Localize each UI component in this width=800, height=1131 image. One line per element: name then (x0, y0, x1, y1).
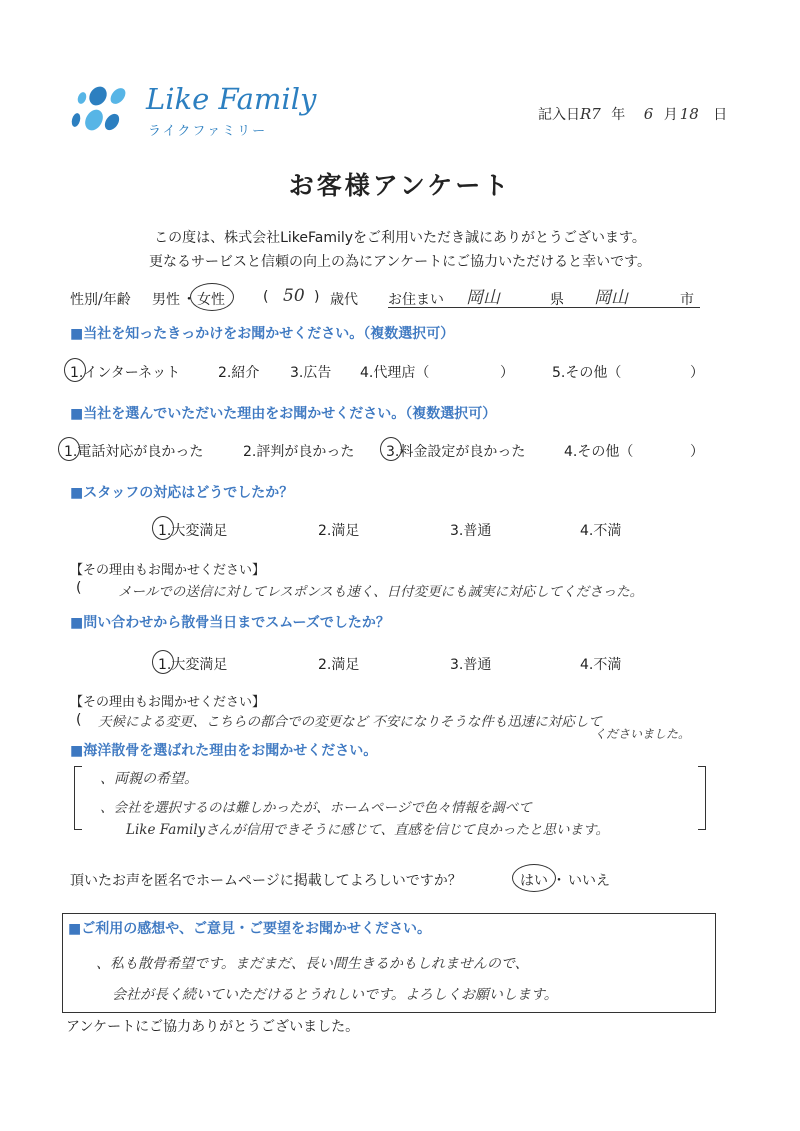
prefecture-value: 岡山 (466, 288, 500, 308)
comments-line-1: 、私も散骨希望です。まだまだ、長い間生きるかもしれませんので、 (96, 956, 529, 972)
q2-option-1-circle (58, 437, 80, 461)
q4-option-1-circle (152, 650, 174, 674)
q5-right-bracket (698, 766, 706, 830)
q1-option-2: 2.紹介 (218, 365, 260, 381)
date-entry (538, 104, 727, 124)
date-month: 6 (643, 105, 654, 123)
q5-left-bracket (74, 766, 82, 830)
q4-option-3: 3.普通 (450, 657, 492, 673)
month-label: 月 (663, 107, 678, 123)
comments-line-2: 会社が長く続いていただけるとうれしいです。よろしくお願いします。 (112, 987, 558, 1003)
profile-label: 性別/年齢 (70, 292, 131, 308)
day-label: 日 (713, 107, 728, 123)
female-circle-mark (190, 283, 234, 311)
gender-male: 男性 (152, 292, 180, 308)
brand-logo (68, 80, 338, 140)
q3-reason-label: 【その理由もお聞かせください】 (70, 563, 266, 578)
q3-reason-text: メールでの送信に対してレスポンスも速く、日付変更にも誠実に対応してくださった。 (118, 584, 644, 600)
q4-reason-label: 【その理由もお聞かせください】 (70, 695, 266, 710)
q1-option-1: 1.インターネット (70, 365, 181, 381)
q2-option-2: 2.評判が良かった (243, 444, 355, 460)
publish-yes: はい (520, 873, 548, 889)
q3-option-3: 3.普通 (450, 523, 492, 539)
q5-line-3: Like Familyさんが信用できそうに感じて、直感を信じて良かったと思います。 (126, 822, 609, 838)
q2-option-4: 4.その他（ (564, 444, 634, 460)
date-era: R7 (580, 105, 601, 123)
q2-option-1: 1.電話対応が良かった (64, 444, 204, 460)
publish-dot: ・ (552, 873, 566, 889)
logo-mark-icon (68, 80, 130, 136)
publish-no: いいえ (568, 873, 610, 889)
prefecture-unit: 県 (550, 292, 564, 308)
q4-reason-line-1: 天候による変更、こちらの都合での変更など 不安になりそうな件も迅速に対応して (98, 714, 602, 730)
q1-option-4: 4.代理店（ (360, 365, 430, 381)
q1-option-1-circle (64, 358, 86, 382)
q5-line-1: 、両親の希望。 (100, 771, 198, 787)
q5-line-2: 、会社を選択するのは難しかったが、ホームページで色々情報を調べて (100, 800, 532, 816)
q4-reason-line-2: くださいました。 (594, 727, 691, 741)
q3-option-2: 2.満足 (318, 523, 360, 539)
q4-option-4: 4.不満 (580, 657, 622, 673)
intro-line-2: 更なるサービスと信頼の向上の為にアンケートにご協力いただけると幸いです。 (148, 254, 652, 270)
age-close: ) (314, 289, 320, 305)
publish-question: 頂いたお声を匿名でホームページに掲載してよろしいですか？ (70, 873, 462, 889)
page-title: お客様アンケート (288, 171, 512, 200)
q2-title: ■当社を選んでいただいた理由をお聞かせください。（複数選択可） (70, 406, 497, 422)
q1-option-4-close: ） (500, 365, 514, 381)
date-label: 記入日 (538, 107, 580, 123)
q3-title: ■スタッフの対応はどうでしたか？ (70, 485, 294, 501)
age-value: 50 (283, 286, 305, 306)
q5-title: ■海洋散骨を選ばれた理由をお聞かせください。 (70, 743, 378, 759)
age-open: ( (263, 289, 269, 305)
intro-line-1: この度は、株式会社LikeFamilyをご利用いただき誠にありがとうございます。 (154, 230, 646, 246)
brand-kana: ライクファミリー (148, 124, 268, 139)
city-unit: 市 (680, 292, 694, 308)
address-underline (388, 307, 700, 308)
q3-option-4: 4.不満 (580, 523, 622, 539)
thanks-text: アンケートにご協力ありがとうございました。 (66, 1019, 360, 1035)
q2-option-3: 3.料金設定が良かった (386, 444, 526, 460)
q3-reason-open: ( (76, 580, 82, 596)
q2-option-4-close: ） (690, 444, 704, 460)
q1-option-5-close: ） (690, 365, 704, 381)
gender-female: 女性 (197, 292, 225, 308)
date-day: 18 (679, 105, 699, 123)
q4-title: ■問い合わせから散骨当日までスムーズでしたか？ (70, 615, 390, 631)
q3-option-1-circle (152, 516, 174, 540)
comments-title: ■ご利用の感想や、ご意見・ご要望をお聞かせください。 (68, 921, 431, 937)
city-value: 岡山 (594, 288, 628, 308)
q4-reason-open: ( (76, 712, 82, 728)
q1-title: ■当社を知ったきっかけをお聞かせください。（複数選択可） (70, 326, 455, 342)
address-label: お住まい (388, 292, 444, 308)
q2-option-3-circle (380, 437, 402, 461)
year-label: 年 (611, 107, 626, 123)
publish-yes-circle (512, 864, 556, 892)
q1-option-3: 3.広告 (290, 365, 332, 381)
q3-option-1: 1.大変満足 (158, 523, 228, 539)
q1-option-5: 5.その他（ (552, 365, 622, 381)
q4-option-1: 1.大変満足 (158, 657, 228, 673)
q4-option-2: 2.満足 (318, 657, 360, 673)
gender-dot: ・ (182, 292, 196, 308)
age-unit: 歳代 (330, 292, 358, 308)
brand-name: Like Family (146, 82, 317, 116)
